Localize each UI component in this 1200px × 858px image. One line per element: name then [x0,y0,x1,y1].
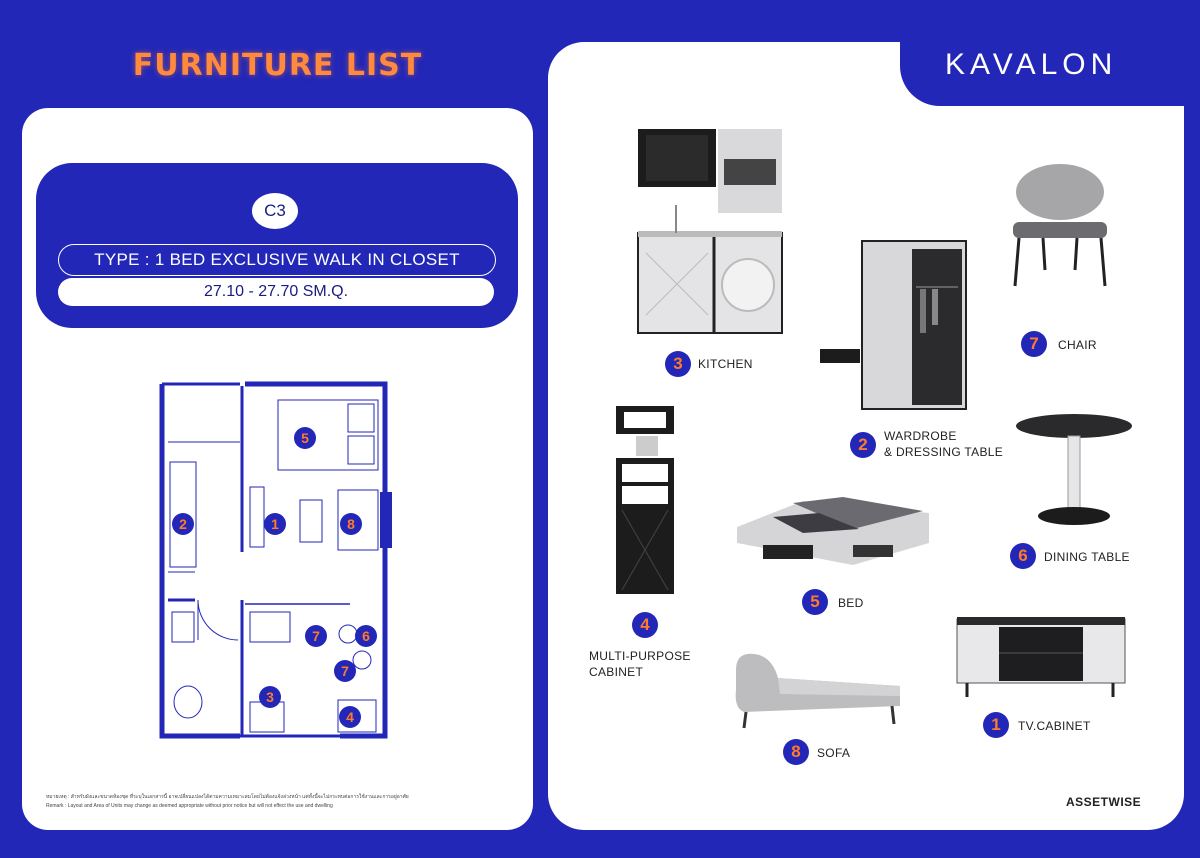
furniture-number-dining-table: 6 [1010,543,1036,569]
tv-cabinet-image [955,615,1127,699]
unit-code-badge: C3 [252,193,298,229]
plan-marker-dining-table: 6 [355,625,377,647]
page-title: FURNITURE LIST [132,48,423,83]
furniture-label-bed: BED [838,596,864,610]
plan-marker-kitchen: 3 [259,686,281,708]
plan-marker-tv-cabinet: 1 [264,513,286,535]
furniture-number-sofa: 8 [783,739,809,765]
furniture-label-chair: CHAIR [1058,338,1097,352]
furniture-number-bed: 5 [802,589,828,615]
kitchen-image [632,125,792,337]
developer-logo: ASSETWISE [1066,795,1142,809]
dining-table-image [1012,412,1138,530]
wardrobe-image [818,237,970,412]
furniture-number-kitchen: 3 [665,351,691,377]
plan-marker-chair-2: 7 [334,660,356,682]
unit-type-label: TYPE : 1 BED EXCLUSIVE WALK IN CLOSET [58,244,496,276]
sofa-image [732,650,904,732]
plan-marker-bed: 5 [294,427,316,449]
plan-marker-cabinet: 4 [339,706,361,728]
furniture-label-tv-cabinet: TV.CABINET [1018,719,1091,733]
furniture-label-cabinet-2: CABINET [589,665,644,679]
furniture-label-wardrobe-2: & DRESSING TABLE [884,445,1004,459]
furniture-label-cabinet-1: MULTI-PURPOSE [589,649,691,663]
furniture-label-wardrobe-1: WARDROBE [884,429,957,443]
furniture-number-cabinet: 4 [632,612,658,638]
plan-marker-wardrobe: 2 [172,513,194,535]
plan-marker-chair: 7 [305,625,327,647]
furniture-number-chair: 7 [1021,331,1047,357]
chair-image [1005,160,1115,290]
furniture-label-dining-table: DINING TABLE [1044,550,1130,564]
furniture-label-sofa: SOFA [817,746,851,760]
furniture-label-kitchen: KITCHEN [698,357,753,371]
plan-marker-sofa: 8 [340,513,362,535]
unit-area-label: 27.10 - 27.70 SM.Q. [58,278,494,306]
bed-image [733,493,933,573]
cabinet-image [612,404,682,596]
furniture-number-wardrobe: 2 [850,432,876,458]
brand-logo: KAVALON [945,48,1118,81]
furniture-number-tv-cabinet: 1 [983,712,1009,738]
remark-thai: หมายเหตุ : สำหรับผังและขนาดห้องชุด ที่ระบุในเอกสารนี้ อาจเปลี่ยนแปลงได้ตามความเหมาะสมโดยไม่ต้องแจ้งล่วงหน้า แต่ทั้งนี้จะไม่กระทบต่อการใช้งานและการอยู่อาศัย [46,794,409,800]
remark-english: Remark : Layout and Area of Units may change as deemed appropriate without prior notice but will not effect the use and dwelling [46,803,333,809]
